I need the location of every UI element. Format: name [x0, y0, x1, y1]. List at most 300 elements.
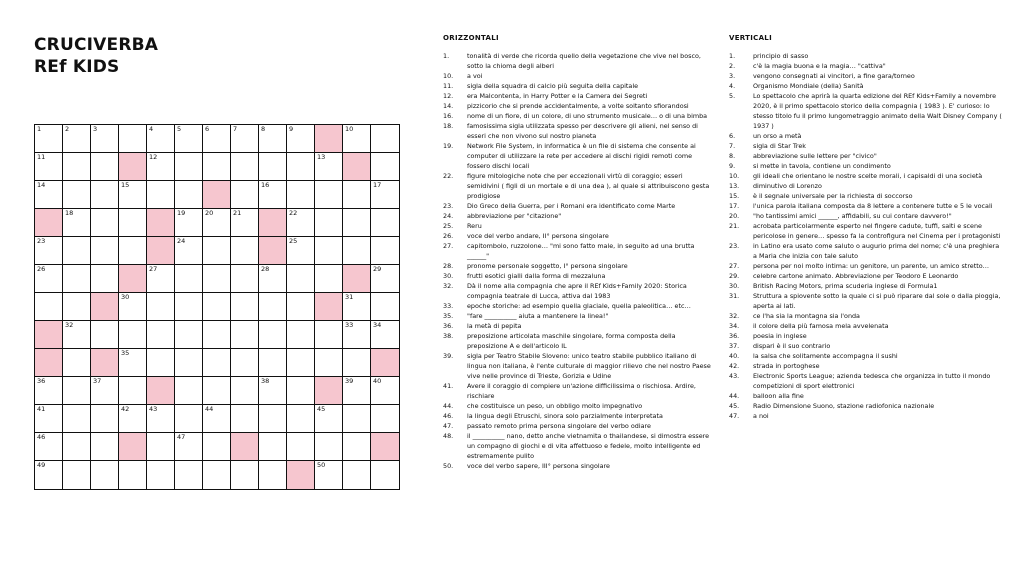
grid-cell[interactable]	[35, 405, 63, 433]
clue-number: 42.	[729, 362, 740, 370]
cell-number: 36	[37, 377, 46, 385]
cell-number: 3	[93, 125, 98, 133]
down-clue	[729, 371, 1004, 391]
clue-number: 30.	[729, 282, 740, 290]
across-clue	[443, 111, 715, 121]
clue-text: è il segnale universale per la richiesta di soccorso	[753, 192, 913, 200]
grid-cell[interactable]	[91, 125, 119, 153]
grid-cell[interactable]	[63, 321, 91, 349]
grid-cell-shaded	[287, 461, 315, 489]
down-clue	[729, 171, 1004, 181]
grid-cell[interactable]	[231, 293, 259, 321]
grid-cell[interactable]	[259, 377, 287, 405]
grid-cell[interactable]	[343, 405, 371, 433]
grid-row	[35, 153, 399, 181]
grid-cell[interactable]	[147, 125, 175, 153]
grid-cell[interactable]	[91, 405, 119, 433]
grid-cell[interactable]	[287, 293, 315, 321]
grid-cell[interactable]	[147, 181, 175, 209]
clue-text: il __________ nano, detto anche vietnamita o thailandese, si dimostra essere un compagno di giochi e di vita affettuoso e fedele, molto intelligente ed estremamente pulito	[467, 432, 710, 460]
clue-text: pizzicorio che si prende accidentalmente, a volte soltanto sfiorandosi	[467, 102, 689, 110]
grid-cell[interactable]	[259, 181, 287, 209]
grid-cell[interactable]	[287, 377, 315, 405]
grid-cell[interactable]	[231, 209, 259, 237]
cell-number: 50	[317, 461, 326, 469]
down-clue	[729, 201, 1004, 211]
grid-cell[interactable]	[175, 349, 203, 377]
grid-cell[interactable]	[287, 349, 315, 377]
down-clue	[729, 241, 1004, 261]
down-clue	[729, 61, 1004, 71]
grid-cell[interactable]	[63, 461, 91, 489]
grid-cell[interactable]	[231, 461, 259, 489]
grid-cell[interactable]	[259, 265, 287, 293]
grid-cell[interactable]	[91, 237, 119, 265]
across-clue	[443, 241, 715, 261]
cell-number: 12	[149, 153, 158, 161]
grid-cell[interactable]	[203, 153, 231, 181]
clue-text: sigla della squadra di calcio più seguita della capitale	[467, 82, 639, 90]
across-clue	[443, 301, 715, 311]
across-clue	[443, 321, 715, 331]
clue-text: famosissima sigla utilizzata spesso per descrivere gli alieni, nel senso di esseri che non vivono sul nostro pianeta	[467, 122, 698, 140]
cell-number: 28	[261, 265, 270, 273]
grid-cell[interactable]	[343, 209, 371, 237]
grid-cell[interactable]	[287, 405, 315, 433]
across-clue	[443, 461, 715, 471]
down-clue	[729, 281, 1004, 291]
grid-cell[interactable]	[343, 181, 371, 209]
clue-number: 6.	[729, 132, 736, 140]
grid-cell[interactable]	[315, 405, 343, 433]
cell-number: 7	[233, 125, 238, 133]
grid-cell[interactable]	[175, 209, 203, 237]
grid-cell-shaded	[35, 209, 63, 237]
grid-cell[interactable]	[175, 461, 203, 489]
cell-number: 22	[289, 209, 298, 217]
cell-number: 35	[121, 349, 130, 357]
page-title	[34, 34, 158, 78]
grid-cell[interactable]	[203, 125, 231, 153]
grid-cell[interactable]	[63, 293, 91, 321]
down-clues-column	[729, 33, 1004, 421]
across-clue	[443, 381, 715, 401]
grid-row	[35, 181, 399, 209]
grid-cell[interactable]	[91, 461, 119, 489]
down-clue	[729, 71, 1004, 81]
grid-cell[interactable]	[91, 321, 119, 349]
grid-cell[interactable]	[147, 433, 175, 461]
grid-cell[interactable]	[259, 293, 287, 321]
grid-cell[interactable]	[147, 405, 175, 433]
cell-number: 13	[317, 153, 326, 161]
grid-cell[interactable]	[147, 321, 175, 349]
grid-cell[interactable]	[63, 405, 91, 433]
cell-number: 46	[37, 433, 46, 441]
across-clue	[443, 421, 715, 431]
grid-cell[interactable]	[287, 321, 315, 349]
clue-number: 33.	[443, 302, 454, 310]
grid-cell[interactable]	[259, 153, 287, 181]
grid-cell[interactable]	[91, 433, 119, 461]
clue-text: nome di un fiore, di un colore, di uno strumento musicale… o di una bimba	[467, 112, 708, 120]
down-clue	[729, 51, 1004, 61]
grid-cell[interactable]	[203, 209, 231, 237]
grid-cell[interactable]	[63, 265, 91, 293]
cell-number: 32	[65, 321, 74, 329]
grid-cell[interactable]	[63, 377, 91, 405]
grid-cell[interactable]	[231, 181, 259, 209]
grid-cell[interactable]	[315, 433, 343, 461]
grid-cell[interactable]	[91, 181, 119, 209]
grid-cell[interactable]	[175, 377, 203, 405]
grid-cell[interactable]	[231, 405, 259, 433]
grid-cell[interactable]	[203, 349, 231, 377]
grid-cell[interactable]	[91, 377, 119, 405]
cell-number: 37	[93, 377, 102, 385]
grid-cell[interactable]	[175, 125, 203, 153]
clue-number: 14.	[443, 102, 454, 110]
grid-cell-shaded	[119, 433, 147, 461]
grid-cell[interactable]	[371, 209, 399, 237]
across-clue	[443, 101, 715, 111]
grid-cell[interactable]	[343, 377, 371, 405]
down-clue	[729, 151, 1004, 161]
grid-cell-shaded	[147, 237, 175, 265]
across-clue	[443, 171, 715, 201]
across-clue	[443, 351, 715, 381]
cell-number: 2	[65, 125, 70, 133]
clue-number: 36.	[443, 322, 454, 330]
clue-number: 43.	[729, 372, 740, 380]
grid-cell[interactable]	[91, 153, 119, 181]
grid-cell[interactable]	[35, 125, 63, 153]
grid-cell[interactable]	[231, 321, 259, 349]
grid-cell[interactable]	[35, 237, 63, 265]
grid-row	[35, 321, 399, 349]
grid-row	[35, 237, 399, 265]
clue-text: ce l'ha sia la montagna sia l'onda	[753, 312, 860, 320]
grid-cell[interactable]	[175, 265, 203, 293]
clue-text: Lo spettacolo che aprirà la quarta edizione del REf Kids+Family a novembre 2020, è il primo spettacolo storico della compagnia ( 1983 ). E' curioso: lo stesso titolo fu il primo lungometraggio animato della Walt Disney Company ( 1937 )	[753, 92, 1002, 130]
grid-cell[interactable]	[119, 461, 147, 489]
clue-number: 38.	[443, 332, 454, 340]
grid-cell[interactable]	[371, 265, 399, 293]
grid-cell[interactable]	[231, 153, 259, 181]
cell-number: 40	[373, 377, 382, 385]
across-clue	[443, 71, 715, 81]
clue-number: 44.	[729, 392, 740, 400]
clue-text: era Malcontenta, in Harry Potter e la Camera dei Segreti	[467, 92, 648, 100]
clue-text: la salsa che solitamente accompagna il sushi	[753, 352, 898, 360]
clue-number: 28.	[443, 262, 454, 270]
grid-cell[interactable]	[119, 321, 147, 349]
grid-cell[interactable]	[371, 293, 399, 321]
cell-number: 44	[205, 405, 214, 413]
clue-text: preposizione articolata maschile singolare, forma composta della preposizione A e dell'articolo IL	[467, 332, 676, 350]
grid-cell[interactable]	[35, 433, 63, 461]
grid-row	[35, 209, 399, 237]
clue-text: epoche storiche: ad esempio quella glaciale, quella paleolitica… etc…	[467, 302, 691, 310]
clue-number: 24.	[443, 212, 454, 220]
grid-cell[interactable]	[315, 181, 343, 209]
clue-text: Reru	[467, 222, 482, 230]
clue-number: 7.	[729, 142, 736, 150]
grid-row	[35, 265, 399, 293]
clue-number: 15.	[729, 192, 740, 200]
cell-number: 31	[345, 293, 354, 301]
grid-cell[interactable]	[343, 321, 371, 349]
down-clue	[729, 341, 1004, 351]
grid-cell[interactable]	[35, 181, 63, 209]
grid-cell[interactable]	[315, 321, 343, 349]
across-clue-list	[443, 51, 715, 471]
grid-cell[interactable]	[203, 405, 231, 433]
grid-cell[interactable]	[287, 181, 315, 209]
across-clue	[443, 331, 715, 351]
grid-cell[interactable]	[315, 153, 343, 181]
grid-cell[interactable]	[315, 349, 343, 377]
grid-cell[interactable]	[371, 377, 399, 405]
clue-number: 35.	[443, 312, 454, 320]
clue-number: 5.	[729, 92, 736, 100]
clue-number: 4.	[729, 82, 736, 90]
grid-cell[interactable]	[91, 209, 119, 237]
clue-text: strada in portoghese	[753, 362, 820, 370]
cell-number: 41	[37, 405, 46, 413]
clue-number: 1.	[443, 52, 450, 60]
grid-cell[interactable]	[175, 321, 203, 349]
grid-cell[interactable]	[343, 237, 371, 265]
grid-cell[interactable]	[371, 181, 399, 209]
clue-number: 23.	[443, 202, 454, 210]
grid-cell[interactable]	[119, 237, 147, 265]
grid-cell-shaded	[315, 377, 343, 405]
cell-number: 26	[37, 265, 46, 273]
clue-number: 19.	[443, 142, 454, 150]
grid-cell[interactable]	[371, 125, 399, 153]
clue-text: "fare __________ aiuta a mantenere la linea!"	[467, 312, 609, 320]
cell-number: 5	[177, 125, 182, 133]
grid-cell[interactable]	[175, 181, 203, 209]
grid-cell-shaded	[343, 153, 371, 181]
grid-cell[interactable]	[119, 181, 147, 209]
cell-number: 4	[149, 125, 154, 133]
down-clue	[729, 321, 1004, 331]
cell-number: 30	[121, 293, 130, 301]
grid-cell[interactable]	[287, 153, 315, 181]
grid-cell[interactable]	[147, 349, 175, 377]
grid-cell-shaded	[315, 293, 343, 321]
clue-text: Avere il coraggio di compiere un'azione difficilissima o rischiosa. Ardire, rischiare	[467, 382, 696, 400]
clue-number: 37.	[729, 342, 740, 350]
grid-cell[interactable]	[371, 153, 399, 181]
cell-number: 23	[37, 237, 46, 245]
grid-cell[interactable]	[63, 433, 91, 461]
grid-cell[interactable]	[203, 237, 231, 265]
grid-cell[interactable]	[231, 349, 259, 377]
grid-cell[interactable]	[35, 377, 63, 405]
clue-number: 9.	[729, 162, 736, 170]
grid-cell[interactable]	[343, 349, 371, 377]
grid-cell[interactable]	[315, 209, 343, 237]
clue-number: 10.	[443, 72, 454, 80]
down-clue	[729, 361, 1004, 371]
down-heading: VERTICALI	[729, 34, 772, 42]
grid-cell[interactable]	[287, 125, 315, 153]
down-clue	[729, 221, 1004, 241]
grid-cell[interactable]	[35, 461, 63, 489]
grid-cell[interactable]	[287, 433, 315, 461]
grid-cell[interactable]	[35, 265, 63, 293]
grid-cell[interactable]	[259, 321, 287, 349]
clue-number: 3.	[729, 72, 736, 80]
across-clue	[443, 281, 715, 301]
grid-cell[interactable]	[343, 433, 371, 461]
across-heading: ORIZZONTALI	[443, 34, 499, 42]
grid-cell[interactable]	[287, 237, 315, 265]
grid-cell[interactable]	[259, 405, 287, 433]
cell-number: 47	[177, 433, 186, 441]
grid-cell[interactable]	[147, 153, 175, 181]
grid-cell[interactable]	[371, 405, 399, 433]
cell-number: 1	[37, 125, 42, 133]
grid-cell[interactable]	[203, 293, 231, 321]
grid-cell[interactable]	[287, 265, 315, 293]
grid-cell[interactable]	[147, 265, 175, 293]
clue-text: abbreviazione per "citazione"	[467, 212, 562, 220]
grid-cell[interactable]	[231, 265, 259, 293]
cell-number: 15	[121, 181, 130, 189]
grid-cell[interactable]	[371, 461, 399, 489]
grid-cell[interactable]	[119, 405, 147, 433]
grid-row	[35, 433, 399, 461]
grid-cell[interactable]	[63, 181, 91, 209]
grid-cell[interactable]	[259, 461, 287, 489]
grid-cell[interactable]	[231, 377, 259, 405]
clue-text: l'unica parola italiana composta da 8 lettere a contenere tutte e 5 le vocali	[753, 202, 993, 210]
grid-row	[35, 125, 399, 153]
down-clue	[729, 191, 1004, 201]
grid-cell[interactable]	[175, 433, 203, 461]
cell-number: 24	[177, 237, 186, 245]
grid-cell[interactable]	[259, 349, 287, 377]
grid-cell[interactable]	[119, 293, 147, 321]
grid-cell[interactable]	[203, 433, 231, 461]
down-clue	[729, 261, 1004, 271]
clue-number: 10.	[729, 172, 740, 180]
grid-cell[interactable]	[119, 377, 147, 405]
clue-text: capitombolo, ruzzolone… "mi sono fatto male, in seguito ad una brutta ______"	[467, 242, 695, 260]
clue-number: 27.	[443, 242, 454, 250]
grid-cell[interactable]	[231, 125, 259, 153]
grid-cell[interactable]	[343, 125, 371, 153]
across-clue	[443, 211, 715, 221]
grid-cell[interactable]	[203, 321, 231, 349]
grid-cell[interactable]	[63, 237, 91, 265]
grid-cell[interactable]	[287, 209, 315, 237]
clue-number: 18.	[443, 122, 454, 130]
down-clue	[729, 91, 1004, 131]
grid-cell[interactable]	[119, 125, 147, 153]
clue-text: Radio Dimensione Suono, stazione radiofonica nazionale	[753, 402, 935, 410]
title-line-1: CRUCIVERBA	[34, 35, 159, 55]
grid-cell[interactable]	[343, 461, 371, 489]
grid-cell[interactable]	[259, 125, 287, 153]
grid-cell[interactable]	[175, 237, 203, 265]
clue-text: voce del verbo andare, II° persona singolare	[467, 232, 609, 240]
grid-cell[interactable]	[147, 461, 175, 489]
grid-cell[interactable]	[63, 153, 91, 181]
clue-text: Organismo Mondiale (della) Sanità	[753, 82, 864, 90]
grid-cell-shaded	[119, 153, 147, 181]
grid-cell[interactable]	[147, 293, 175, 321]
grid-cell[interactable]	[63, 349, 91, 377]
grid-cell-shaded	[35, 349, 63, 377]
clue-number: 40.	[729, 352, 740, 360]
grid-cell[interactable]	[343, 293, 371, 321]
grid-cell[interactable]	[371, 321, 399, 349]
grid-cell[interactable]	[63, 209, 91, 237]
grid-cell[interactable]	[119, 209, 147, 237]
cell-number: 34	[373, 321, 382, 329]
clue-text: principio di sasso	[753, 52, 809, 60]
grid-cell[interactable]	[315, 461, 343, 489]
grid-cell[interactable]	[203, 265, 231, 293]
grid-cell-shaded	[371, 433, 399, 461]
cell-number: 11	[37, 153, 46, 161]
clue-text: Electronic Sports League; azienda tedesca che organizza in tutto il mondo competizioni di sport elettronici	[753, 372, 991, 390]
grid-cell[interactable]	[315, 237, 343, 265]
grid-cell-shaded	[231, 433, 259, 461]
grid-row	[35, 377, 399, 405]
clue-text: balloon alla fine	[753, 392, 804, 400]
grid-cell[interactable]	[231, 237, 259, 265]
clue-text: voce del verbo sapere, III° persona singolare	[467, 462, 610, 470]
clue-text: in Latino era usato come saluto o augurio prima del nome; c'è una preghiera a Maria che inizia con tale saluto	[753, 242, 1000, 260]
grid-cell[interactable]	[119, 349, 147, 377]
cell-number: 14	[37, 181, 46, 189]
across-clue	[443, 51, 715, 71]
grid-cell[interactable]	[91, 265, 119, 293]
clue-number: 32.	[443, 282, 454, 290]
grid-cell[interactable]	[35, 153, 63, 181]
clue-number: 21.	[729, 222, 740, 230]
grid-cell[interactable]	[35, 293, 63, 321]
cell-number: 20	[205, 209, 214, 217]
grid-cell[interactable]	[203, 377, 231, 405]
clue-text: Dà il nome alla compagnia che apre il REf Kids+Family 2020: Storica compagnia teatrale di Lucca, attiva dal 1983	[467, 282, 687, 300]
grid-cell[interactable]	[175, 293, 203, 321]
cell-number: 8	[261, 125, 266, 133]
clue-number: 39.	[443, 352, 454, 360]
grid-row	[35, 349, 399, 377]
grid-cell[interactable]	[175, 153, 203, 181]
grid-cell[interactable]	[259, 433, 287, 461]
grid-cell[interactable]	[371, 237, 399, 265]
grid-cell[interactable]	[203, 461, 231, 489]
grid-cell[interactable]	[175, 405, 203, 433]
grid-cell-shaded	[259, 237, 287, 265]
grid-cell[interactable]	[63, 125, 91, 153]
across-clue	[443, 411, 715, 421]
clue-number: 16.	[443, 112, 454, 120]
across-clues-column	[443, 33, 715, 471]
grid-cell[interactable]	[315, 265, 343, 293]
clue-number: 45.	[729, 402, 740, 410]
down-clue	[729, 211, 1004, 221]
clue-text: dispari è il suo contrario	[753, 342, 831, 350]
